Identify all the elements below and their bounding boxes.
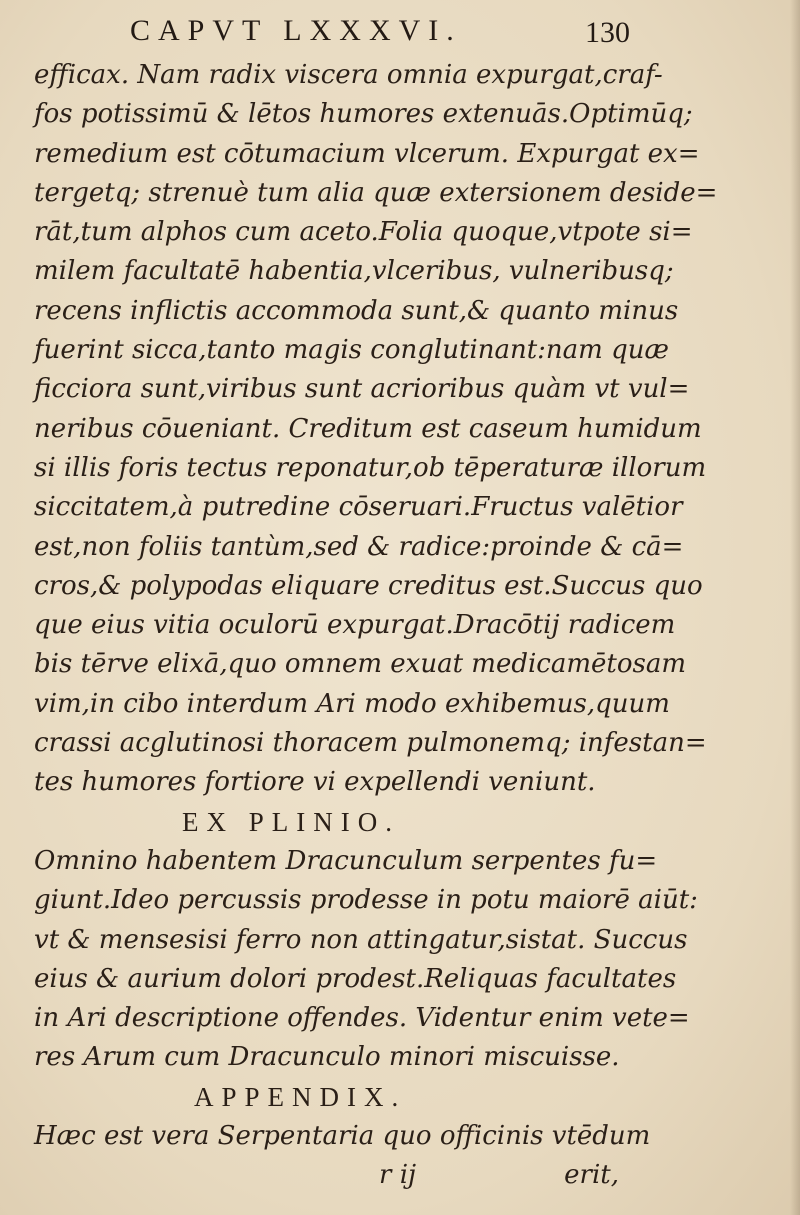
page-footer <box>34 1156 634 1195</box>
text-line: milem facultatē habentia,vlceribus, vulneribusq; <box>34 256 674 287</box>
text-line: vim,in cibo interdum Ari modo exhibemus,quum <box>34 688 670 719</box>
text-line: fuerint sicca,tanto magis conglutinant:nam quæ <box>34 335 669 366</box>
text-line: est,non foliis tantùm,sed & radice:proinde & cā= <box>34 531 684 562</box>
text-line: res Arum cum Dracunculo minori miscuisse. <box>34 1042 620 1073</box>
signature-mark: r ij <box>379 1160 417 1191</box>
text-line: que eius vitia oculorū expurgat.Dracōtij radicem <box>34 610 676 641</box>
text-line: eius & aurium dolori prodest.Reliquas facultates <box>34 963 677 994</box>
text-line: in Ari descriptione offendes. Videntur enim vete= <box>34 1003 690 1034</box>
page-header <box>130 12 630 52</box>
text-line: efficax. Nam radix viscera omnia expurgat,craf- <box>34 60 663 90</box>
text-line: crassi acglutinosi thoracem pulmonemq; infestan= <box>34 728 707 759</box>
text-line: tes humores fortiore vi expellendi veniunt. <box>34 767 596 798</box>
body-text <box>34 56 718 1196</box>
text-line: vt & mensesisi ferro non attingatur,sistat. Succus <box>34 924 688 955</box>
section-heading-plinio: EX PLINIO. <box>182 806 400 837</box>
text-line: tergetq; strenuè tum alia quæ extersionem deside= <box>34 177 718 208</box>
text-line: ficciora sunt,viribus sunt acrioribus quàm vt vul= <box>34 374 690 405</box>
running-head: CAPVT LXXXVI. <box>130 14 462 47</box>
catchword: erit, <box>564 1160 619 1191</box>
text-line: si illis foris tectus reponatur,ob tēperaturæ illorum <box>34 452 707 483</box>
text-line: Hæc est vera Serpentaria quo officinis vtēdum <box>34 1121 651 1152</box>
text-line: neribus cōueniant. Creditum est caseum humidum <box>34 413 702 444</box>
text-line: cros,& polypodas eliquare creditus est.Succus quo <box>34 570 703 601</box>
page-number: 130 <box>585 16 630 49</box>
text-line: remedium est cōtumacium vlcerum. Expurgat ex= <box>34 138 700 169</box>
text-line: Omnino habentem Dracunculum serpentes fu= <box>34 845 658 876</box>
text-line: fos potissimū & lētos humores extenuās.Optimūq; <box>34 99 693 130</box>
page-edge-shadow <box>790 0 800 1215</box>
text-line: giunt.Ideo percussis prodesse in potu maiorē aiūt: <box>34 885 698 916</box>
text-line: siccitatem,à putredine cōseruari.Fructus valētior <box>34 492 683 523</box>
text-line: recens inflictis accommoda sunt,& quanto minus <box>34 295 679 326</box>
section-heading-appendix: APPENDIX. <box>194 1081 407 1112</box>
text-line: bis tērve elixā,quo omnem exuat medicamētosam <box>34 649 686 680</box>
text-line: rāt,tum alphos cum aceto.Folia quoque,vtpote si= <box>34 217 693 248</box>
